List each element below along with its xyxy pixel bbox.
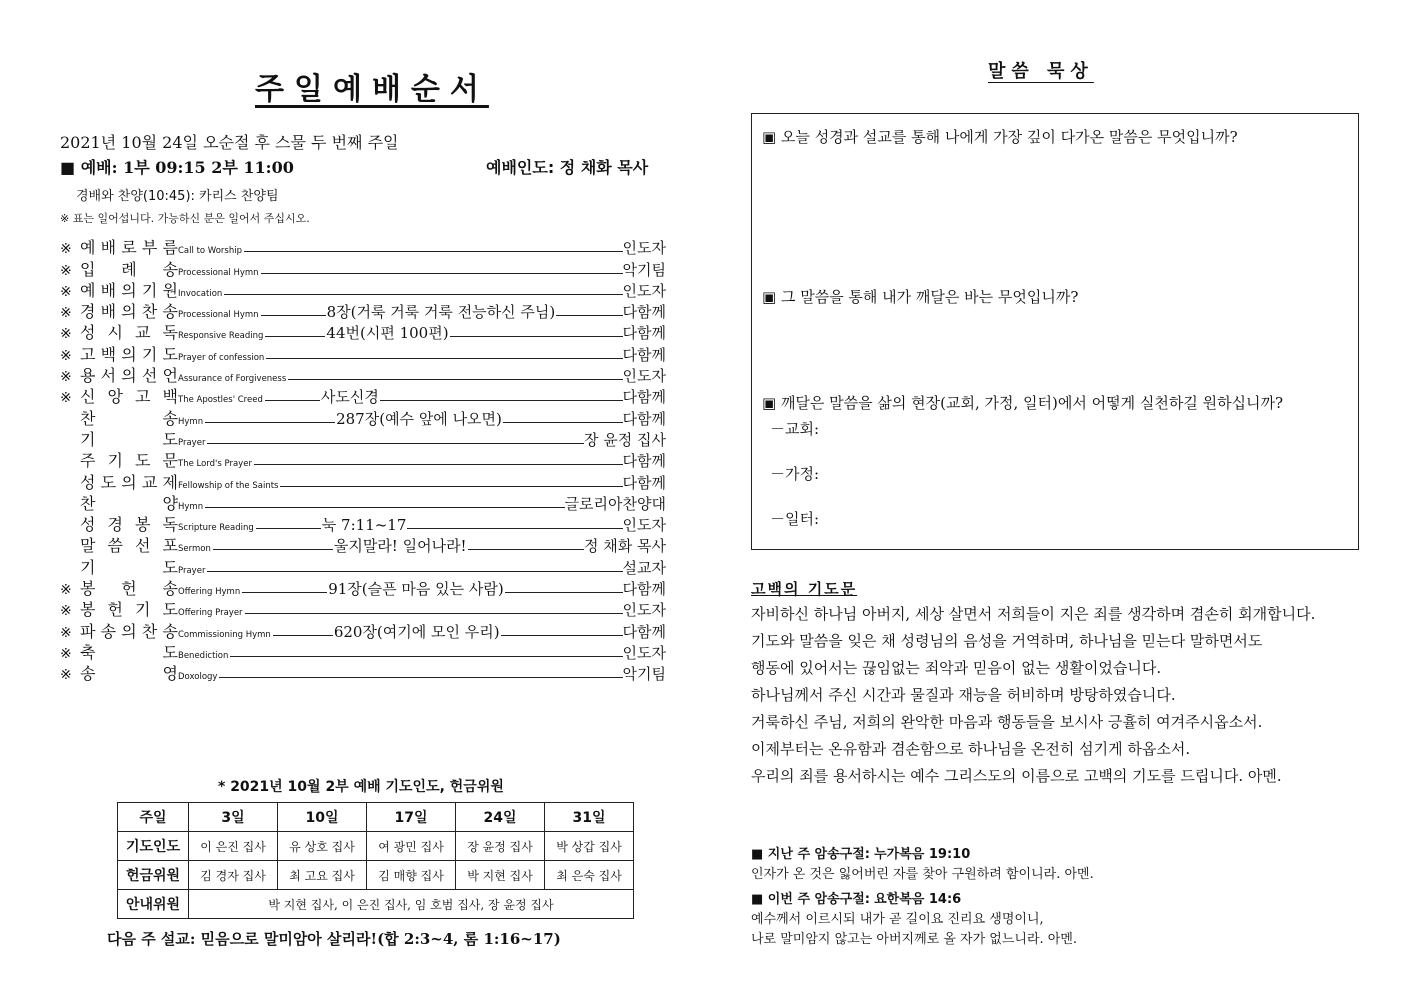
order-item <box>60 449 666 470</box>
order-item-responsible: 인도자 <box>622 643 666 662</box>
order-item-responsible: 다함께 <box>622 345 666 364</box>
leader-line <box>288 379 622 380</box>
order-item-name: 입 례 송 <box>80 259 178 279</box>
home-field-label: －가정: <box>770 465 820 483</box>
leader-line <box>242 592 327 593</box>
leader-line <box>380 400 623 401</box>
praise-info: 경배와 찬양(10:45): 카리스 찬양팀 <box>76 189 279 204</box>
leader-line <box>265 400 320 401</box>
last-week-verse <box>751 845 1094 885</box>
leader-line <box>207 571 622 572</box>
order-item-responsible: 글로리아찬양대 <box>564 494 666 513</box>
this-verse-ref: 요한복음 14:6 <box>874 892 962 907</box>
order-item-responsible: 인도자 <box>622 516 666 535</box>
order-item-name: 고 백 의 기 도 <box>80 344 178 364</box>
roster-cell: 김 경자 집사 <box>189 861 278 890</box>
this-week-verse <box>751 890 1077 950</box>
order-item-responsible: 다함께 <box>622 409 666 428</box>
stand-mark: ※ <box>60 241 72 258</box>
confession-line: 하나님께서 주신 시간과 물질과 재능을 허비하며 방탕하였습니다. <box>751 686 1176 704</box>
roster-cell: 최 은숙 집사 <box>545 861 634 890</box>
leader-line <box>219 677 622 678</box>
order-item-detail: 사도신경 <box>320 388 379 407</box>
order-item-name: 성 시 교 독 <box>80 323 178 343</box>
order-item <box>60 257 666 278</box>
order-item-english: Call to Worship <box>178 246 242 257</box>
order-item-english: Responsive Reading <box>178 331 264 342</box>
stand-mark: ※ <box>60 582 72 599</box>
roster-row-label: 헌금위원 <box>118 861 189 890</box>
order-item-detail: 91장(슬픈 마음 있는 사람) <box>328 580 504 599</box>
order-item-name: 축 도 <box>80 642 178 662</box>
roster-header-cell: 3일 <box>189 803 278 832</box>
this-verse-text: 예수께서 이르시되 내가 곧 길이요 진리요 생명이니, <box>751 912 1044 927</box>
confession-line: 행동에 있어서는 끊임없는 죄악과 믿음이 없는 생활이었습니다. <box>751 659 1162 677</box>
order-item-english: Scripture Reading <box>178 523 254 534</box>
leader-line <box>205 507 564 508</box>
leader-line <box>450 336 623 337</box>
page-title: 주일예배순서 <box>255 72 489 107</box>
leader-line <box>224 294 622 295</box>
order-item <box>60 385 666 406</box>
meditation-box <box>751 113 1359 550</box>
order-item-name: 기 도 <box>80 557 178 577</box>
order-item <box>60 406 666 427</box>
leader-line <box>503 422 623 423</box>
leader-line <box>245 613 623 614</box>
order-item <box>60 598 666 619</box>
roster-cell: 여 광민 집사 <box>367 832 456 861</box>
order-item-english: Hymn <box>178 416 204 427</box>
leader-line <box>501 635 623 636</box>
order-item-name: 경 배 의 찬 송 <box>80 302 178 322</box>
roster-header-cell: 10일 <box>278 803 367 832</box>
order-item-english: Offering Prayer <box>178 608 243 619</box>
order-item-responsible: 장 윤정 집사 <box>584 430 666 449</box>
leader-line <box>266 358 622 359</box>
order-of-worship <box>60 236 666 683</box>
leader-line <box>244 251 623 252</box>
order-item-name: 봉 헌 송 <box>80 579 178 599</box>
roster-cell: 박 지현 집사 <box>456 861 545 890</box>
order-item-detail: 620장(여기에 모인 우리) <box>333 622 500 641</box>
stand-mark: ※ <box>60 390 72 407</box>
order-item <box>60 470 666 491</box>
order-item-detail: 8장(거룩 거룩 거룩 전능하신 주님) <box>326 303 556 322</box>
roster-cell: 박 지현 집사, 이 은진 집사, 임 호범 집사, 장 윤정 집사 <box>189 890 634 919</box>
order-item <box>60 236 666 257</box>
order-item-english: Doxology <box>178 672 218 683</box>
roster-title: * 2021년 10월 2부 예배 기도인도, 헌금위원 <box>218 779 504 795</box>
order-item <box>60 641 666 662</box>
last-verse-label: ■ 지난 주 암송구절: <box>751 847 870 862</box>
order-item-responsible: 인도자 <box>622 239 666 258</box>
order-item-name: 신 앙 고 백 <box>80 387 178 407</box>
roster-usher-row <box>118 890 634 919</box>
roster-offering-row <box>118 861 634 890</box>
stand-mark: ※ <box>60 369 72 386</box>
order-item-responsible: 다함께 <box>622 324 666 343</box>
leader-line <box>556 315 622 316</box>
meditation-question-3: ▣ 깨달은 말씀을 삶의 현장(교회, 가정, 일터)에서 어떻게 실천하길 원하십니까? <box>762 394 1284 412</box>
order-item-name: 예 배 의 기 원 <box>80 280 178 300</box>
last-verse-ref: 누가복음 19:10 <box>874 847 971 862</box>
order-item-english: The Lord's Prayer <box>178 459 252 470</box>
roster-header-cell: 24일 <box>456 803 545 832</box>
order-item-english: Sermon <box>178 544 211 555</box>
order-item <box>60 619 666 640</box>
roster-header-cell: 31일 <box>545 803 634 832</box>
next-sermon: 다음 주 설교: 믿음으로 말미암아 살리라!(합 2:3~4, 롬 1:16~17) <box>107 930 561 948</box>
roster-cell: 이 은진 집사 <box>189 832 278 861</box>
stand-mark: ※ <box>60 645 72 662</box>
order-item <box>60 577 666 598</box>
order-item-responsible: 다함께 <box>622 452 666 471</box>
meditation-title: 말씀 묵상 <box>988 61 1094 82</box>
confession-line: 기도와 말씀을 잊은 채 성령님의 음성을 거역하며, 하나님을 믿는다 말하면서도 <box>751 632 1263 650</box>
stand-note: ※ 표는 일어섭니다. 가능하신 분은 일어서 주십시오. <box>60 212 310 225</box>
order-item-name: 송 영 <box>80 664 178 684</box>
order-item-english: Benediction <box>178 650 229 661</box>
order-item <box>60 492 666 513</box>
service-times: ■ 예배: 1부 09:15 2부 11:00 <box>60 158 294 177</box>
leader-line <box>213 549 333 550</box>
roster-cell: 최 고요 집사 <box>278 861 367 890</box>
stand-mark: ※ <box>60 305 72 322</box>
leader-line <box>407 528 622 529</box>
leader-line <box>505 592 623 593</box>
stand-mark: ※ <box>60 603 72 620</box>
leader-line <box>256 528 321 529</box>
order-item-responsible: 설교자 <box>622 558 666 577</box>
order-item-responsible: 다함께 <box>622 473 666 492</box>
order-item-name: 봉 헌 기 도 <box>80 600 178 620</box>
this-verse-label: ■ 이번 주 암송구절: <box>751 892 870 907</box>
confession-prayer <box>751 601 1381 790</box>
order-item-english: Fellowship of the Saints <box>178 480 279 491</box>
order-item-name: 찬 양 <box>80 493 178 513</box>
meditation-question-1: ▣ 오늘 성경과 설교를 통해 나에게 가장 깊이 다가온 말씀은 무엇입니까? <box>762 128 1238 146</box>
order-item-name: 기 도 <box>80 429 178 449</box>
stand-mark: ※ <box>60 667 72 684</box>
order-item-english: Offering Hymn <box>178 587 241 598</box>
order-item-english: Processional Hymn <box>178 310 259 321</box>
roster-prayer-row <box>118 832 634 861</box>
leader-line <box>254 464 623 465</box>
leader-line <box>273 635 333 636</box>
leader-line <box>207 443 584 444</box>
stand-mark: ※ <box>60 624 72 641</box>
order-item-name: 주 기 도 문 <box>80 451 178 471</box>
stand-mark: ※ <box>60 347 72 364</box>
order-item-responsible: 악기팀 <box>622 260 666 279</box>
order-item-name: 말 씀 선 포 <box>80 536 178 556</box>
service-date: 2021년 10월 24일 오순절 후 스물 두 번째 주일 <box>60 133 399 152</box>
stand-mark: ※ <box>60 283 72 300</box>
order-item-english: Processional Hymn <box>178 267 259 278</box>
leader-line <box>280 486 622 487</box>
order-item-name: 찬 송 <box>80 408 178 428</box>
order-item-english: Invocation <box>178 288 223 299</box>
order-item-detail: 울지말라! 일어나라! <box>333 537 467 556</box>
leader-line <box>205 422 335 423</box>
order-item <box>60 279 666 300</box>
order-item-responsible: 정 채화 목사 <box>584 537 666 556</box>
stand-mark: ※ <box>60 326 72 343</box>
order-item-responsible: 다함께 <box>622 580 666 599</box>
order-item-responsible: 다함께 <box>622 303 666 322</box>
this-verse-text: 나로 말미암지 않고는 아버지께로 올 자가 없느니라. 아멘. <box>751 932 1078 947</box>
roster-cell: 장 윤정 집사 <box>456 832 545 861</box>
roster-cell: 유 상호 집사 <box>278 832 367 861</box>
order-item-detail: 287장(예수 앞에 나오면) <box>336 409 502 428</box>
order-item-responsible: 다함께 <box>622 388 666 407</box>
confession-line: 자비하신 하나님 아버지, 세상 살면서 저희들이 지은 죄를 생각하며 겸손히 회개합니다. <box>751 605 1316 623</box>
roster-row-label: 안내위원 <box>118 890 189 919</box>
order-item-name: 성 도 의 교 제 <box>80 472 178 492</box>
order-item-english: Prayer <box>178 565 206 576</box>
confession-line: 우리의 죄를 용서하시는 예수 그리스도의 이름으로 고백의 기도를 드립니다. 아멘. <box>751 767 1282 785</box>
leader-line <box>230 656 622 657</box>
confession-line: 이제부터는 온유함과 겸손함으로 하나님을 온전히 섬기게 하옵소서. <box>751 740 1191 758</box>
order-item <box>60 513 666 534</box>
leader-line <box>261 273 623 274</box>
order-item-responsible: 인도자 <box>622 601 666 620</box>
order-item-responsible: 인도자 <box>622 367 666 386</box>
order-item-name: 예 배 로 부 름 <box>80 238 178 258</box>
worship-leader: 예배인도: 정 채화 목사 <box>486 158 649 177</box>
confession-line: 거룩하신 주님, 저희의 완악한 마음과 행동들을 보시사 긍휼히 여겨주시옵소서. <box>751 713 1263 731</box>
order-item-english: Assurance of Forgiveness <box>178 374 287 385</box>
roster-cell: 김 매향 집사 <box>367 861 456 890</box>
last-verse-text: 인자가 온 것은 잃어버린 자를 찾아 구원하려 함이니라. 아멘. <box>751 867 1094 882</box>
order-item-english: Prayer <box>178 437 206 448</box>
order-item <box>60 321 666 342</box>
order-item-detail: 44번(시편 100편) <box>326 324 449 343</box>
confession-title: 고백의 기도문 <box>751 580 858 598</box>
order-item-name: 파 송 의 찬 송 <box>80 621 178 641</box>
order-item <box>60 534 666 555</box>
order-item-english: Prayer of confession <box>178 352 265 363</box>
order-item <box>60 364 666 385</box>
order-item-english: The Apostles' Creed <box>178 395 263 406</box>
order-item-detail: 눅 7:11~17 <box>321 516 407 535</box>
order-item-responsible: 다함께 <box>622 622 666 641</box>
order-item <box>60 428 666 449</box>
meditation-question-2: ▣ 그 말씀을 통해 내가 깨달은 바는 무엇입니까? <box>762 288 1079 306</box>
order-item-name: 용 서 의 선 언 <box>80 366 178 386</box>
order-item-english: Commissioning Hymn <box>178 629 271 640</box>
order-item <box>60 555 666 576</box>
leader-line <box>468 549 584 550</box>
order-item <box>60 300 666 321</box>
roster-row-label: 기도인도 <box>118 832 189 861</box>
order-item <box>60 662 666 683</box>
roster-header-cell: 17일 <box>367 803 456 832</box>
roster-header-row <box>118 803 634 832</box>
order-item-responsible: 악기팀 <box>622 665 666 684</box>
leader-line <box>261 315 326 316</box>
roster-table <box>117 802 634 919</box>
roster-header-cell: 주일 <box>118 803 189 832</box>
order-item <box>60 342 666 363</box>
order-item-responsible: 인도자 <box>622 281 666 300</box>
work-field-label: －일터: <box>770 510 820 528</box>
church-field-label: －교회: <box>770 420 820 438</box>
order-item-english: Hymn <box>178 501 204 512</box>
stand-mark: ※ <box>60 262 72 279</box>
leader-line <box>265 336 325 337</box>
roster-cell: 박 상갑 집사 <box>545 832 634 861</box>
order-item-name: 성 경 봉 독 <box>80 515 178 535</box>
